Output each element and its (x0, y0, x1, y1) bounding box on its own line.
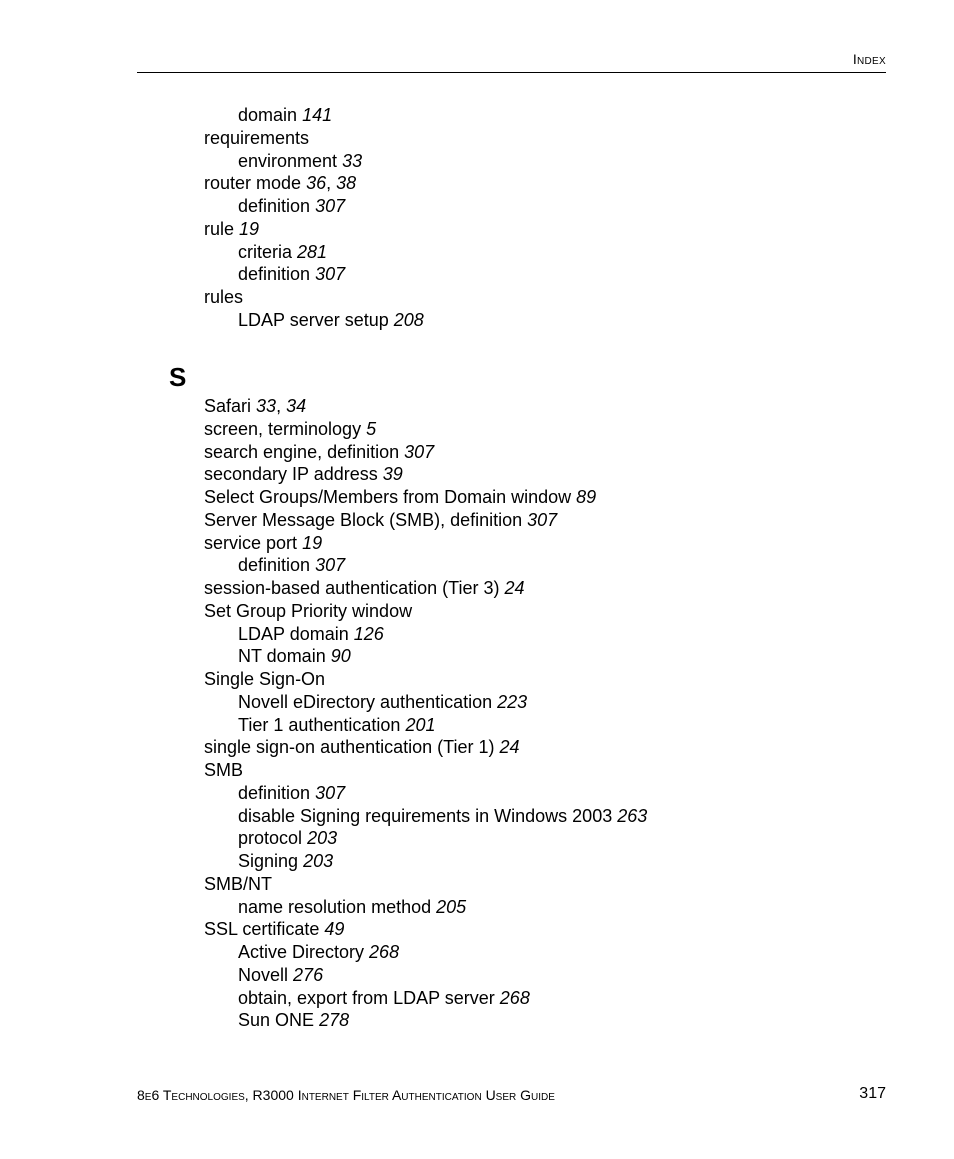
page-reference: 263 (617, 805, 648, 826)
index-subentry (238, 805, 647, 827)
index-term: definition (238, 555, 311, 576)
index-subentry (238, 691, 527, 713)
index-term: SMB (204, 760, 244, 780)
index-term: rules (204, 287, 244, 307)
footer-title: 8e6 Technologies, R3000 Internet Filter Authentication User Guide (137, 1087, 555, 1103)
page-reference: 307 (315, 782, 346, 803)
index-entry (204, 577, 525, 599)
index-term: Set Group Priority window (204, 600, 413, 621)
index-entry (204, 486, 596, 508)
index-term: Novell (238, 964, 289, 985)
index-subentry (238, 964, 323, 986)
page-reference: 39 (382, 464, 403, 485)
page-reference: 205 (436, 896, 467, 917)
page-reference: 268 (499, 987, 530, 1008)
page-reference: 223 (497, 691, 528, 712)
index-subentry (238, 941, 399, 963)
index-term: Server Message Block (SMB), definition (204, 509, 523, 530)
index-subentry (238, 104, 332, 126)
index-term: name resolution method (238, 896, 432, 917)
index-term: session-based authentication (Tier 3) (204, 578, 500, 598)
index-term: environment (238, 150, 338, 171)
index-entry: router mode 36, 38 (204, 173, 357, 194)
page-reference: 276 (293, 964, 324, 985)
page-reference: 24 (499, 737, 520, 758)
index-subentry (238, 896, 466, 918)
page-reference: 208 (393, 309, 424, 330)
page-reference: 126 (353, 623, 384, 644)
index-entry (204, 873, 272, 895)
index-subentry (238, 1009, 349, 1031)
index-entry (204, 286, 243, 308)
index-subentry (238, 241, 327, 263)
index-term: SMB/NT (204, 873, 273, 894)
page-reference: 307 (315, 264, 346, 285)
index-entry (204, 509, 557, 531)
index-entry (204, 441, 434, 463)
page-number: 317 (859, 1085, 886, 1102)
page-reference: 268 (369, 942, 400, 962)
index-term: search engine, definition (204, 441, 400, 462)
index-term: Novell eDirectory authentication (238, 691, 493, 712)
index-term: requirements (204, 127, 310, 148)
index-term: criteria (238, 241, 293, 262)
page-reference: 19 (239, 218, 260, 239)
index-entry: Safari 33, 34 (204, 396, 307, 416)
index-entry (204, 127, 309, 149)
index-term: Single Sign-On (204, 669, 326, 689)
page-reference: 203 (307, 828, 338, 849)
page-reference: 203 (303, 851, 334, 871)
index-term: Signing (238, 851, 299, 871)
page-reference: 34 (286, 396, 307, 416)
index-entry (204, 532, 322, 554)
index-term: Active Directory (238, 942, 365, 962)
index-subentry (238, 714, 436, 736)
index-term: Sun ONE (238, 1010, 315, 1031)
index-term: screen, terminology (204, 418, 362, 439)
index-term: definition (238, 196, 311, 216)
index-term: Select Groups/Members from Domain window (204, 487, 572, 507)
page-reference: 90 (330, 646, 351, 667)
index-term: single sign-on authentication (Tier 1) (204, 737, 495, 758)
header-title: Index (852, 51, 886, 67)
index-subentry (238, 309, 424, 331)
index-entry (204, 736, 520, 758)
index-term: SSL certificate (204, 919, 320, 940)
page-reference: 281 (297, 241, 328, 262)
index-subentry (238, 645, 351, 667)
index-term: domain (238, 105, 298, 125)
index-term: router mode (204, 173, 302, 194)
index-entry (204, 600, 412, 622)
index-subentry (238, 850, 333, 872)
index-entry (204, 418, 376, 440)
page-reference: 49 (324, 919, 345, 940)
page-reference: 307 (315, 196, 346, 216)
index-entry (204, 218, 259, 240)
index-term: NT domain (238, 646, 326, 667)
index-subentry (238, 827, 337, 849)
index-entry (204, 668, 325, 690)
index-term: definition (238, 782, 311, 803)
index-term: LDAP domain (238, 623, 349, 644)
section-letter: S (169, 362, 187, 392)
index-subentry (238, 623, 384, 645)
index-term: secondary IP address (204, 464, 378, 485)
index-term: Safari (204, 396, 252, 416)
page-reference: 141 (302, 105, 333, 125)
index-entry (204, 918, 344, 940)
page-reference: 36 (306, 173, 327, 194)
index-term: obtain, export from LDAP server (238, 987, 495, 1008)
page-reference: 33 (256, 396, 277, 416)
index-term: LDAP server setup (238, 309, 389, 330)
index-term: definition (238, 264, 311, 285)
page-reference: 33 (342, 150, 363, 171)
index-subentry (238, 554, 345, 576)
page-reference: 307 (404, 441, 435, 462)
page-reference: 307 (527, 509, 558, 530)
index-subentry (238, 195, 345, 217)
page-reference: 19 (302, 532, 323, 553)
page-reference: 89 (576, 487, 597, 507)
page-reference: 38 (336, 173, 357, 194)
page-reference: 307 (315, 555, 346, 576)
index-subentry (238, 987, 530, 1009)
index-entry (204, 759, 243, 781)
index-entry (204, 463, 403, 485)
page-reference: 5 (366, 418, 377, 439)
page-reference: 278 (319, 1010, 350, 1031)
index-subentry (238, 150, 362, 172)
index-term: rule (204, 218, 235, 239)
page-reference: 24 (504, 578, 525, 598)
index-term: Tier 1 authentication (238, 714, 401, 735)
index-term: service port (204, 532, 298, 553)
index-term: protocol (238, 828, 303, 849)
page-reference: 201 (405, 714, 436, 735)
index-subentry (238, 263, 345, 285)
index-subentry (238, 782, 345, 804)
page-header (137, 50, 886, 73)
index-term: disable Signing requirements in Windows 2003 (238, 805, 613, 826)
